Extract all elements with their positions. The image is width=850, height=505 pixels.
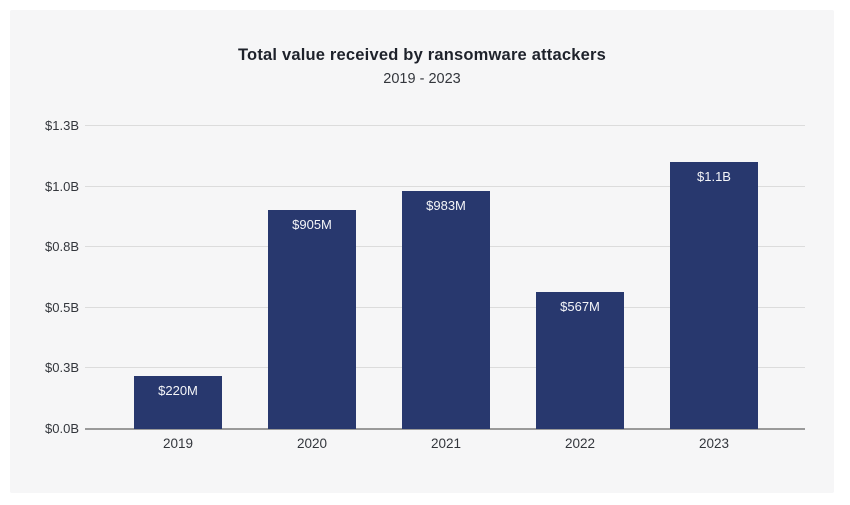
bar-value-label: $220M	[158, 383, 198, 398]
chart-title: Total value received by ransomware attackers	[237, 46, 606, 64]
y-tick-label: $0.5B	[45, 299, 79, 315]
x-tick-label-2023: 2023	[698, 436, 730, 451]
bar-value-label: $983M	[426, 198, 466, 213]
plot-area	[45, 118, 805, 451]
x-tick-label-2019: 2019	[162, 436, 194, 451]
y-tick-label: $0.0B	[45, 421, 79, 436]
bar-value-label: $567M	[560, 299, 600, 314]
x-tick-label-2020: 2020	[296, 436, 328, 451]
y-tick-label: $0.3B	[45, 360, 79, 376]
bar-2023	[670, 162, 758, 429]
y-tick-label: $0.8B	[45, 239, 79, 255]
bar-2022	[536, 292, 624, 429]
y-tick-label: $1.3B	[45, 118, 79, 133]
bar-2019	[134, 376, 222, 429]
x-tick-label-2021: 2021	[430, 436, 462, 451]
x-tick-label-2022: 2022	[564, 436, 596, 451]
chart-card	[10, 10, 834, 493]
bar-value-label: $1.1B	[697, 169, 731, 184]
gridline	[85, 125, 805, 126]
bar-2020	[268, 210, 356, 429]
bar-2021	[402, 191, 490, 429]
bar-value-label: $905M	[292, 217, 332, 232]
y-tick-label: $1.0B	[45, 178, 79, 194]
chart-subtitle: 2019 - 2023	[383, 71, 461, 87]
